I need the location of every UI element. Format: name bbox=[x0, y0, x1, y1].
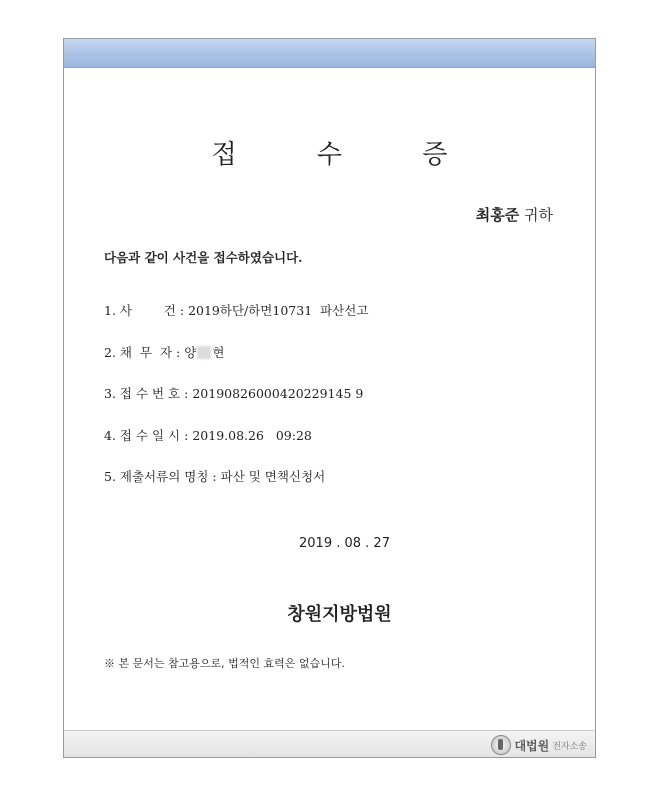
item-separator: : bbox=[184, 386, 189, 401]
court-emblem-icon bbox=[491, 735, 511, 755]
item-separator: : bbox=[179, 303, 185, 318]
item-value: 20190826000420229145 9 bbox=[192, 386, 364, 401]
item-receipt-datetime bbox=[104, 426, 368, 468]
item-value: 2019.08.26 09:28 bbox=[192, 427, 312, 443]
item-debtor bbox=[104, 343, 368, 385]
document-title: 접 수 증 bbox=[211, 140, 484, 170]
supreme-court-logo bbox=[491, 735, 587, 755]
footer-bar bbox=[64, 730, 595, 757]
item-receipt-number bbox=[104, 384, 368, 426]
item-separator: : bbox=[212, 469, 217, 484]
logo-main-text: 대법원 bbox=[514, 738, 550, 753]
item-list bbox=[104, 301, 368, 509]
item-label: 4. 접 수 일 시 bbox=[104, 427, 181, 443]
redacted-mask bbox=[197, 346, 211, 359]
recipient-suffix: 귀하 bbox=[519, 206, 553, 224]
notice-text: ※ 본 문서는 참고용으로, 법적인 효력은 없습니다. bbox=[104, 657, 345, 670]
header-bar bbox=[64, 39, 595, 68]
item-separator: : bbox=[184, 427, 189, 443]
item-value: 2019하단/하면10731 파산선고 bbox=[188, 303, 369, 318]
recipient bbox=[476, 204, 553, 225]
logo-sub-text: 전자소송 bbox=[552, 741, 587, 752]
item-label: 3. 접 수 번 호 bbox=[104, 386, 181, 401]
court-name: 창원지방법원 bbox=[287, 604, 392, 625]
item-separator: : bbox=[176, 344, 181, 360]
item-label: 5. 제출서류의 명칭 bbox=[104, 469, 209, 484]
item-label: 1. 사 건 bbox=[104, 303, 176, 318]
receipt-document bbox=[63, 38, 596, 758]
issue-date: 2019 . 08 . 27 bbox=[299, 536, 390, 551]
debtor-name-last: 현 bbox=[212, 344, 225, 360]
recipient-name: 최홍준 bbox=[475, 206, 520, 224]
item-case bbox=[104, 301, 368, 343]
item-label: 2. 채 무 자 bbox=[104, 344, 173, 360]
intro-text: 다음과 같이 사건을 접수하였습니다. bbox=[104, 250, 303, 265]
item-value: 파산 및 면책신청서 bbox=[220, 469, 326, 484]
item-document-name bbox=[104, 467, 368, 509]
debtor-name-first: 양 bbox=[184, 344, 197, 360]
